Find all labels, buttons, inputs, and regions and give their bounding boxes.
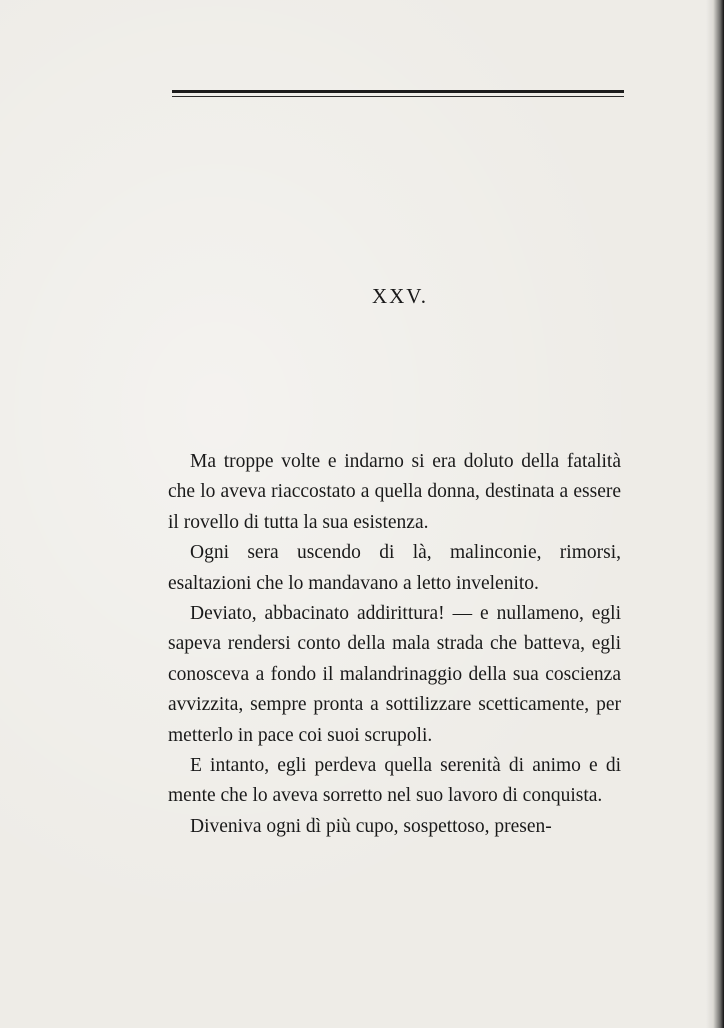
header-rule-thick [172,90,624,93]
header-rule-thin [172,96,624,97]
paragraph-3: Deviato, abbacinato addirittura! — e nullameno, egli sapeva rendersi conto della mala strada che batteva, egli conosceva a fondo il malandrinaggio della sua coscienza avvizzita, sempre pronta a sottilizzare scetticamente, per metterlo in pace coi suoi scrupoli. [168,603,621,746]
paragraph-2: Ogni sera uscendo di là, malinconie, rimorsi, esaltazioni che lo mandavano a letto invelenito. [168,542,621,594]
paragraph-1: Ma troppe volte e indarno si era doluto della fatalità che lo aveva riaccostato a quella donna, destinata a essere il rovello di tutta la sua esistenza. [168,451,621,533]
chapter-number: XXV. [371,284,429,308]
body-text [168,447,621,842]
page-edge-shadow [706,0,724,1028]
paragraph-4: E intanto, egli perdeva quella serenità di animo e di mente che lo aveva sorretto nel suo lavoro di conquista. [168,755,621,807]
paragraph-5: Diveniva ogni dì più cupo, sospettoso, presen- [190,815,552,837]
